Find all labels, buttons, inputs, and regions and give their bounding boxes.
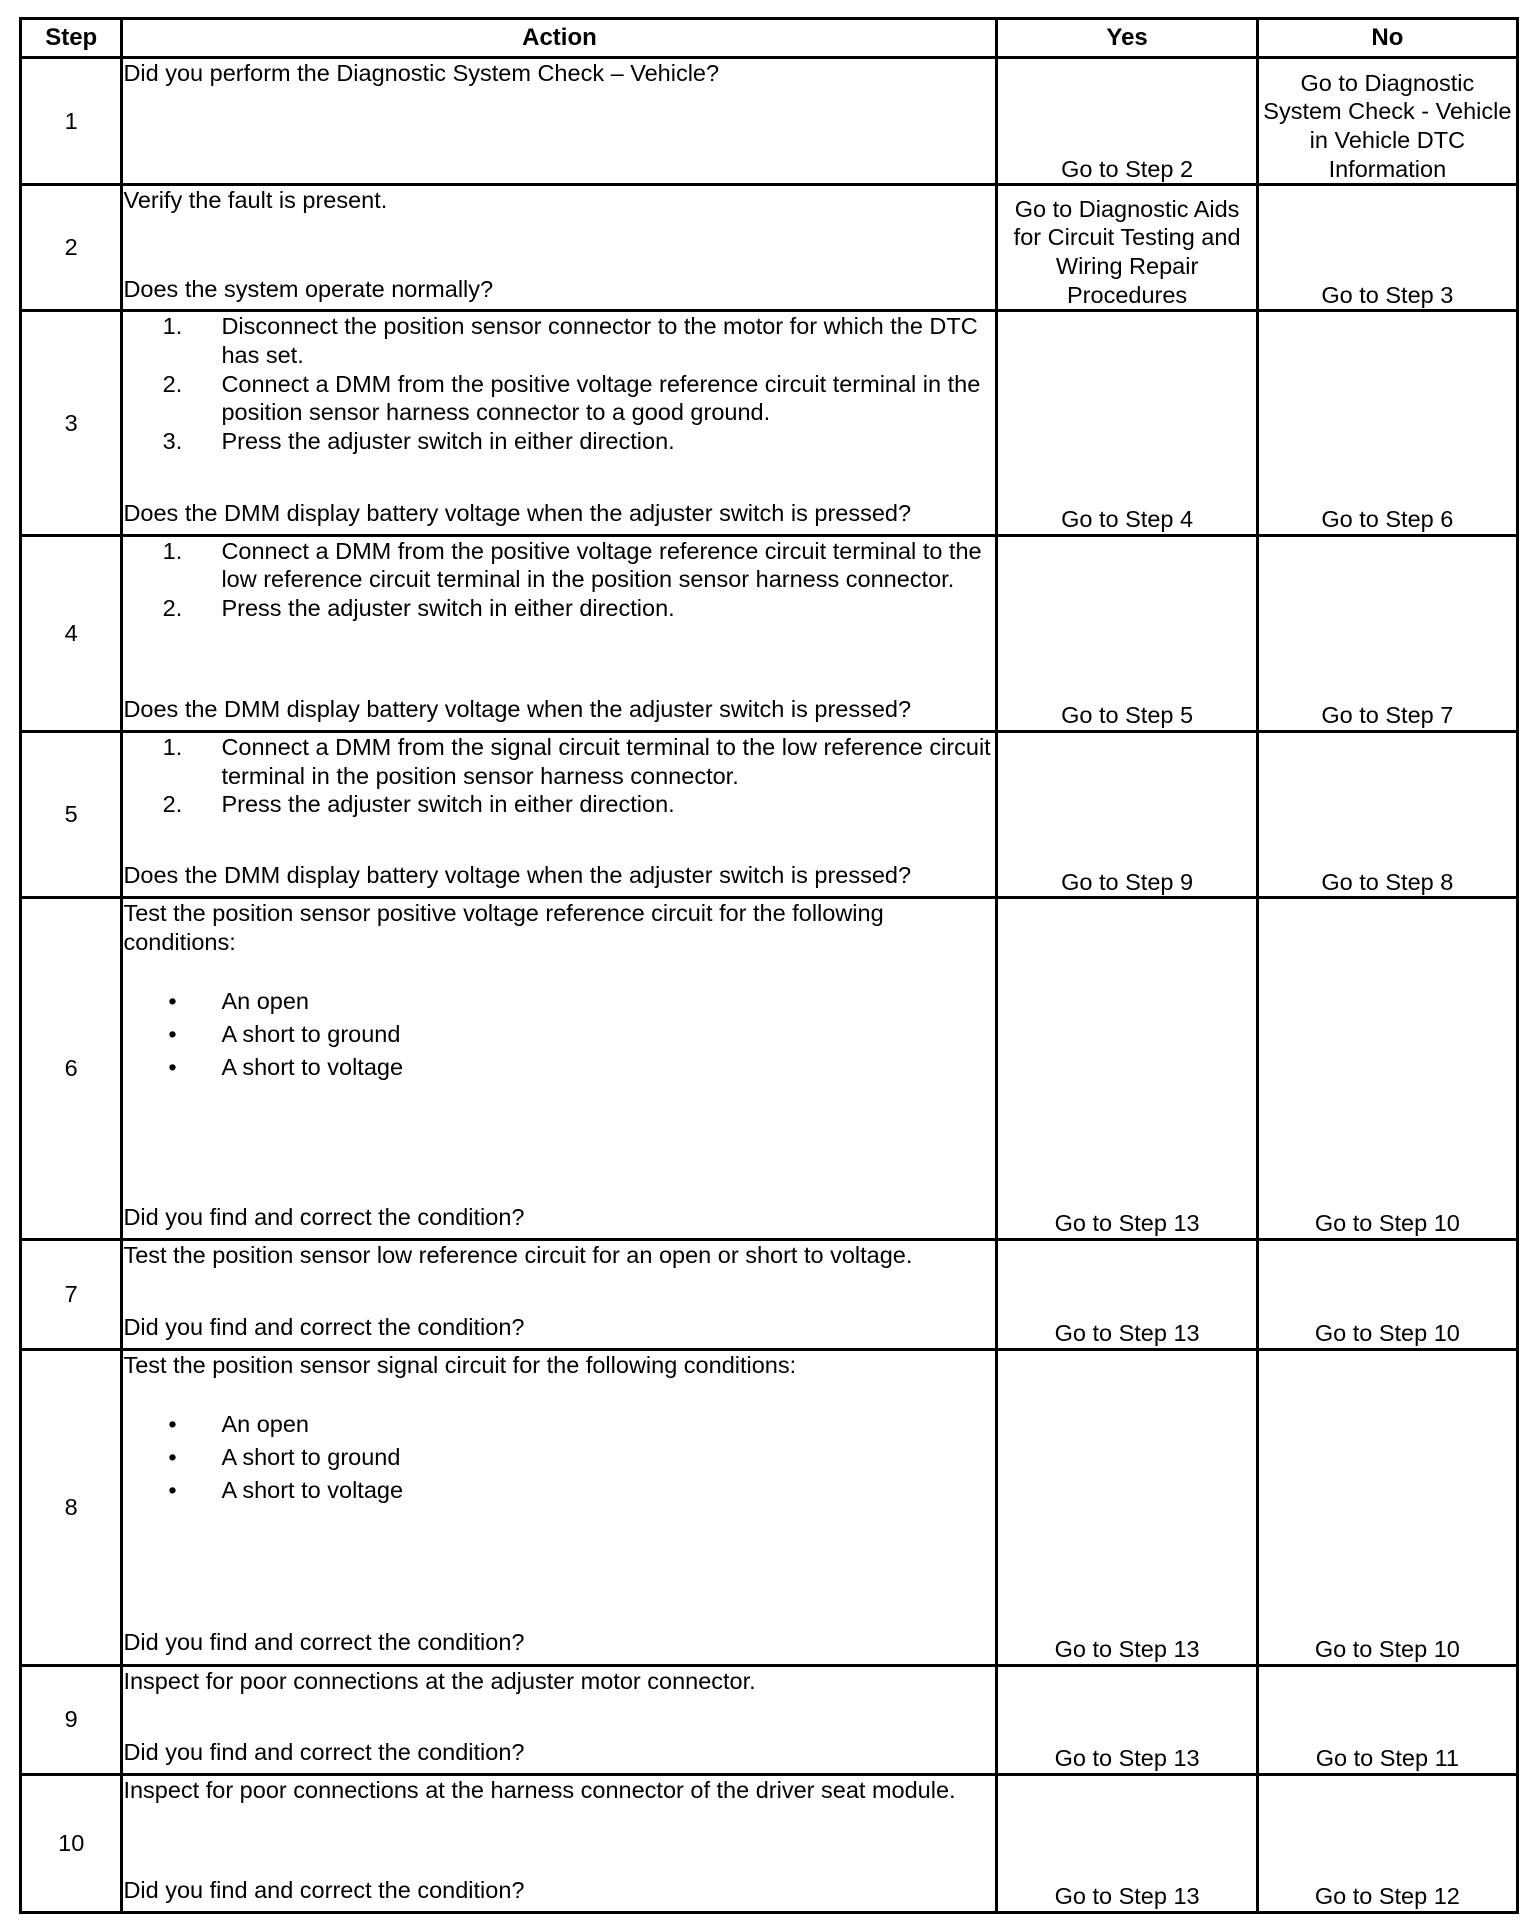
bullet-list-item	[123, 1408, 995, 1441]
action-instructions	[123, 186, 995, 215]
action-question: Did you find and correct the condition?	[123, 1314, 525, 1341]
bullet-text: A short to voltage	[221, 1476, 404, 1503]
bullet-icon: •	[168, 1476, 177, 1503]
action-instructions	[123, 1667, 995, 1696]
bullet-text: A short to ground	[221, 1020, 401, 1047]
step-number: 6	[21, 898, 122, 1240]
step-number: 4	[21, 535, 122, 731]
bullet-icon: •	[168, 1053, 177, 1080]
list-item-text: Connect a DMM from the signal circuit terminal to the low reference circuit terminal in the position sensor harness connector.	[221, 734, 991, 789]
action-intro: Test the position sensor signal circuit for the following conditions:	[123, 1352, 797, 1379]
table-row	[21, 898, 1518, 1240]
action-cell	[122, 1774, 997, 1912]
header-yes: Yes	[997, 19, 1257, 58]
list-item-text: Press the adjuster switch in either direction.	[221, 595, 675, 622]
list-item-text: Press the adjuster switch in either direction.	[221, 428, 675, 455]
yes-result: Go to Step 13	[997, 898, 1257, 1240]
numbered-list	[123, 537, 995, 623]
yes-result: Go to Step 13	[997, 1350, 1257, 1666]
bullet-text: A short to voltage	[221, 1053, 404, 1080]
table-row	[21, 1239, 1518, 1349]
bullet-list-item	[123, 1474, 995, 1507]
action-instructions	[123, 1351, 995, 1507]
no-result: Go to Step 10	[1257, 898, 1517, 1240]
step-number: 3	[21, 311, 122, 535]
yes-result: Go to Step 13	[997, 1239, 1257, 1349]
no-result: Go to Step 10	[1257, 1239, 1517, 1349]
bullet-icon: •	[168, 1443, 177, 1470]
table-row	[21, 535, 1518, 731]
action-content	[123, 59, 995, 177]
action-instructions	[123, 899, 995, 1083]
bullet-list-item	[123, 1018, 995, 1051]
bullet-text: An open	[221, 1410, 309, 1437]
action-intro: Did you perform the Diagnostic System Check – Vehicle?	[123, 60, 720, 86]
no-result: Go to Step 7	[1257, 535, 1517, 731]
list-item-text: Disconnect the position sensor connector to the motor for which the DTC has set.	[221, 313, 978, 369]
diagnostic-table	[19, 17, 1519, 1914]
action-cell	[122, 1350, 997, 1666]
action-content	[123, 1351, 995, 1657]
numbered-list-item	[123, 790, 995, 819]
table-row	[21, 185, 1518, 311]
table-row	[21, 1350, 1518, 1666]
bullet-list-item	[123, 1441, 995, 1474]
numbered-list	[123, 733, 995, 819]
no-result: Go to Step 3	[1257, 185, 1517, 311]
action-content	[123, 537, 995, 724]
action-content	[123, 1241, 995, 1342]
table-row	[21, 1665, 1518, 1774]
action-instructions	[123, 312, 995, 455]
action-instructions	[123, 537, 995, 623]
action-question: Did you find and correct the condition?	[123, 1629, 525, 1656]
step-number: 9	[21, 1665, 122, 1774]
bullet-text: An open	[221, 987, 309, 1014]
list-item-number: 2.	[162, 595, 183, 622]
action-question: Did you find and correct the condition?	[123, 1738, 525, 1765]
list-item-text: Connect a DMM from the positive voltage reference circuit terminal in the position sensor harness connector to a good ground.	[221, 370, 981, 426]
action-instructions	[123, 1776, 995, 1805]
yes-result: Go to Step 9	[997, 732, 1257, 898]
numbered-list-item	[123, 594, 995, 623]
table-body	[21, 58, 1518, 1913]
header-action: Action	[122, 19, 997, 58]
step-number: 10	[21, 1774, 122, 1912]
table-row	[21, 732, 1518, 898]
bullet-list-item	[123, 985, 995, 1018]
action-intro: Test the position sensor positive voltage reference circuit for the following conditions:	[123, 900, 884, 955]
numbered-list	[123, 312, 995, 455]
numbered-list-item	[123, 537, 995, 594]
action-cell	[122, 185, 997, 311]
list-item-number: 1.	[162, 537, 183, 564]
action-cell	[122, 898, 997, 1240]
table-row	[21, 58, 1518, 185]
step-number: 5	[21, 732, 122, 898]
numbered-list-item	[123, 733, 995, 790]
action-content	[123, 1667, 995, 1767]
action-question: Does the system operate normally?	[123, 275, 494, 302]
bullet-list	[123, 985, 995, 1084]
action-question: Did you find and correct the condition?	[123, 1203, 525, 1230]
list-item-number: 1.	[162, 313, 183, 340]
no-result: Go to Step 11	[1257, 1665, 1517, 1774]
yes-result: Go to Step 5	[997, 535, 1257, 731]
table-row	[21, 1774, 1518, 1912]
step-number: 2	[21, 185, 122, 311]
action-content	[123, 1776, 995, 1905]
action-question: Did you find and correct the condition?	[123, 1877, 525, 1904]
no-result: Go to Step 12	[1257, 1774, 1517, 1912]
bullet-text: A short to ground	[221, 1443, 401, 1470]
yes-result: Go to Step 13	[997, 1774, 1257, 1912]
step-number: 8	[21, 1350, 122, 1666]
action-content	[123, 312, 995, 527]
no-result: Go to Diagnostic System Check - Vehicle in Vehicle DTC Information	[1257, 58, 1517, 185]
action-cell	[122, 311, 997, 535]
action-question: Does the DMM display battery voltage when the adjuster switch is pressed?	[123, 499, 912, 526]
action-intro: Test the position sensor low reference circuit for an open or short to voltage.	[123, 1241, 913, 1268]
numbered-list-item	[123, 370, 995, 427]
yes-result: Go to Step 2	[997, 58, 1257, 185]
action-intro: Verify the fault is present.	[123, 187, 388, 214]
action-cell	[122, 1239, 997, 1349]
step-number: 7	[21, 1239, 122, 1349]
action-content	[123, 186, 995, 303]
bullet-icon: •	[168, 987, 177, 1014]
action-intro: Inspect for poor connections at the adjuster motor connector.	[123, 1667, 756, 1694]
yes-result: Go to Step 13	[997, 1665, 1257, 1774]
bullet-list-item	[123, 1051, 995, 1084]
yes-result: Go to Diagnostic Aids for Circuit Testing and Wiring Repair Procedures	[997, 185, 1257, 311]
list-item-number: 3.	[162, 428, 183, 455]
list-item-number: 1.	[162, 734, 183, 761]
step-number: 1	[21, 58, 122, 185]
list-item-text: Connect a DMM from the positive voltage reference circuit terminal to the low reference circuit terminal in the position sensor harness connector.	[221, 537, 982, 593]
numbered-list-item	[123, 312, 995, 369]
list-item-text: Press the adjuster switch in either direction.	[221, 791, 675, 818]
action-cell	[122, 58, 997, 185]
action-content	[123, 899, 995, 1231]
list-item-number: 2.	[162, 370, 183, 397]
action-intro: Inspect for poor connections at the harness connector of the driver seat module.	[123, 1776, 956, 1803]
no-result: Go to Step 10	[1257, 1350, 1517, 1666]
no-result: Go to Step 6	[1257, 311, 1517, 535]
action-cell	[122, 1665, 997, 1774]
bullet-icon: •	[168, 1410, 177, 1437]
header-row	[21, 19, 1518, 58]
action-instructions	[123, 59, 995, 88]
no-result: Go to Step 8	[1257, 732, 1517, 898]
action-question: Does the DMM display battery voltage when the adjuster switch is pressed?	[123, 696, 912, 723]
yes-result: Go to Step 4	[997, 311, 1257, 535]
action-cell	[122, 535, 997, 731]
bullet-list	[123, 1408, 995, 1507]
action-instructions	[123, 733, 995, 819]
header-step: Step	[21, 19, 122, 58]
action-cell	[122, 732, 997, 898]
bullet-icon: •	[168, 1020, 177, 1047]
list-item-number: 2.	[162, 791, 183, 818]
action-content	[123, 733, 995, 890]
action-instructions	[123, 1241, 995, 1270]
header-no: No	[1257, 19, 1517, 58]
table-row	[21, 311, 1518, 535]
numbered-list-item	[123, 427, 995, 456]
action-question: Does the DMM display battery voltage when the adjuster switch is pressed?	[123, 862, 912, 889]
